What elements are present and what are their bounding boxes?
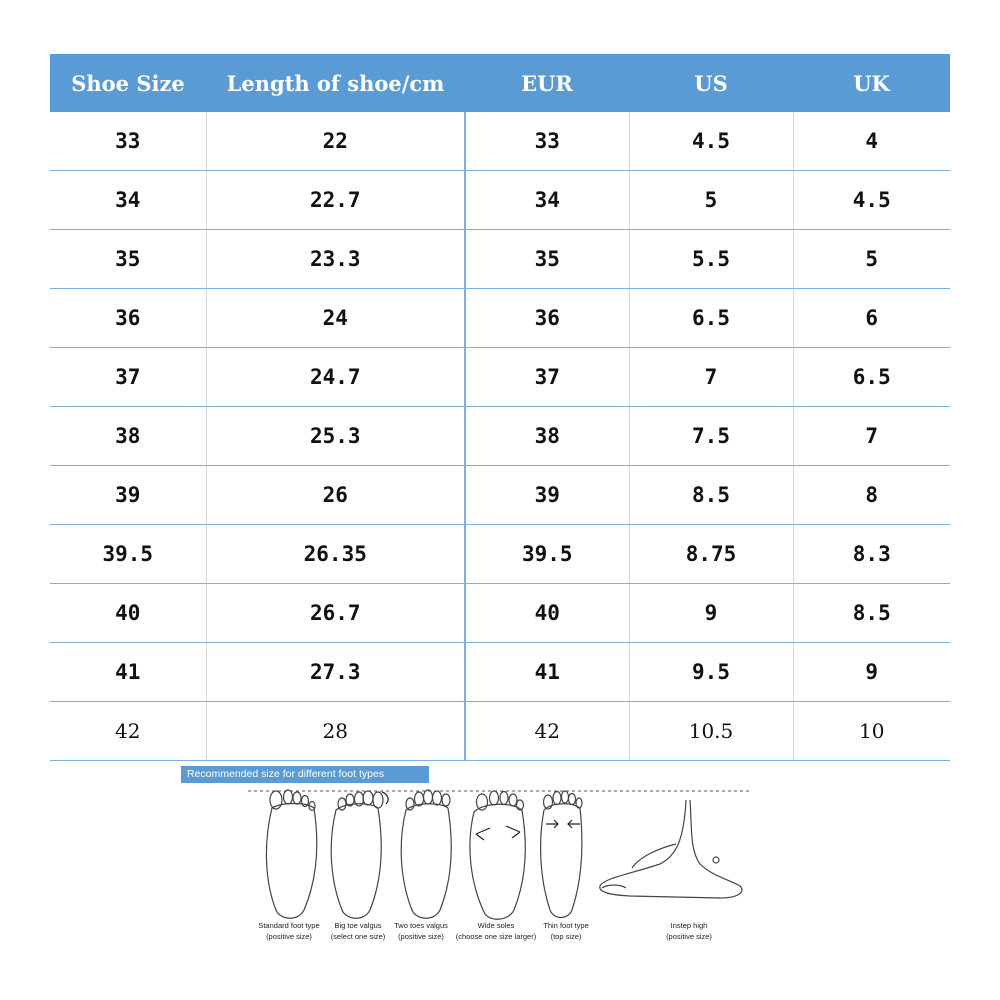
cell-eur: 37 [465,348,629,407]
cell-uk: 5 [793,230,950,289]
foot-type-guide [0,760,1000,1000]
cell-uk: 6.5 [793,348,950,407]
table-row [50,643,950,702]
foot-type-advice: (positive size) [266,932,312,941]
cell-length: 24.7 [206,348,465,407]
big-toe-valgus-foot-icon [331,791,388,918]
cell-us: 6.5 [629,289,793,348]
cell-eur: 36 [465,289,629,348]
foot-label-thin [511,920,621,942]
cell-uk: 9 [793,643,950,702]
cell-us: 5 [629,171,793,230]
cell-eur: 40 [465,584,629,643]
foot-type-advice: (positive size) [398,932,444,941]
foot-illustrations [0,760,1000,1000]
header-shoe-size: Shoe Size [50,54,206,112]
cell-shoe-size: 38 [50,407,206,466]
foot-label-instep-high [634,920,744,942]
foot-type-advice: (choose one size larger) [455,932,537,941]
table-row [50,171,950,230]
cell-length: 27.3 [206,643,465,702]
cell-length: 22 [206,112,465,171]
cell-uk: 10 [793,702,950,761]
cell-us: 9 [629,584,793,643]
foot-type-name: Thin foot type [543,921,589,930]
table-row [50,525,950,584]
foot-type-advice: (select one size) [330,932,386,941]
cell-eur: 42 [465,702,629,761]
header-length: Length of shoe/cm [206,54,465,112]
foot-type-name: Standard foot type [258,921,320,930]
foot-type-name: Big toe valgus [334,921,382,930]
cell-shoe-size: 39 [50,466,206,525]
cell-shoe-size: 39.5 [50,525,206,584]
cell-shoe-size: 37 [50,348,206,407]
cell-length: 28 [206,702,465,761]
table-row [50,584,950,643]
two-toes-valgus-foot-icon [401,790,451,918]
foot-type-advice: (top size) [550,932,582,941]
table-header-row [50,54,950,112]
cell-length: 26 [206,466,465,525]
header-eur: EUR [465,54,629,112]
cell-uk: 7 [793,407,950,466]
cell-shoe-size: 40 [50,584,206,643]
table-row [50,289,950,348]
cell-length: 24 [206,289,465,348]
wide-soles-foot-icon [470,791,525,919]
cell-length: 23.3 [206,230,465,289]
foot-type-name: Instep high [670,921,708,930]
cell-shoe-size: 36 [50,289,206,348]
cell-length: 25.3 [206,407,465,466]
cell-eur: 38 [465,407,629,466]
cell-eur: 39.5 [465,525,629,584]
cell-uk: 8.3 [793,525,950,584]
header-uk: UK [793,54,950,112]
foot-type-name: Two toes valgus [394,921,448,930]
cell-uk: 8.5 [793,584,950,643]
cell-shoe-size: 35 [50,230,206,289]
cell-eur: 33 [465,112,629,171]
table-row [50,230,950,289]
foot-type-name: Wide soles [477,921,515,930]
instep-high-foot-icon [600,800,742,898]
cell-us: 5.5 [629,230,793,289]
cell-shoe-size: 41 [50,643,206,702]
cell-uk: 4 [793,112,950,171]
table-row [50,702,950,761]
table-row [50,466,950,525]
cell-us: 9.5 [629,643,793,702]
cell-shoe-size: 33 [50,112,206,171]
standard-foot-icon [266,790,316,918]
table-row [50,112,950,171]
foot-type-advice: (positive size) [666,932,712,941]
cell-length: 26.7 [206,584,465,643]
cell-length: 26.35 [206,525,465,584]
cell-us: 8.75 [629,525,793,584]
cell-length: 22.7 [206,171,465,230]
table-row [50,348,950,407]
cell-us: 4.5 [629,112,793,171]
thin-foot-icon [541,791,582,918]
table-row [50,407,950,466]
cell-us: 8.5 [629,466,793,525]
cell-shoe-size: 34 [50,171,206,230]
size-chart-table [50,54,950,761]
cell-uk: 6 [793,289,950,348]
cell-eur: 41 [465,643,629,702]
cell-eur: 39 [465,466,629,525]
cell-uk: 4.5 [793,171,950,230]
cell-us: 7.5 [629,407,793,466]
cell-us: 7 [629,348,793,407]
recommended-size-banner: Recommended size for different foot types [181,766,429,783]
cell-shoe-size: 42 [50,702,206,761]
header-us: US [629,54,793,112]
cell-eur: 35 [465,230,629,289]
cell-eur: 34 [465,171,629,230]
cell-us: 10.5 [629,702,793,761]
cell-uk: 8 [793,466,950,525]
